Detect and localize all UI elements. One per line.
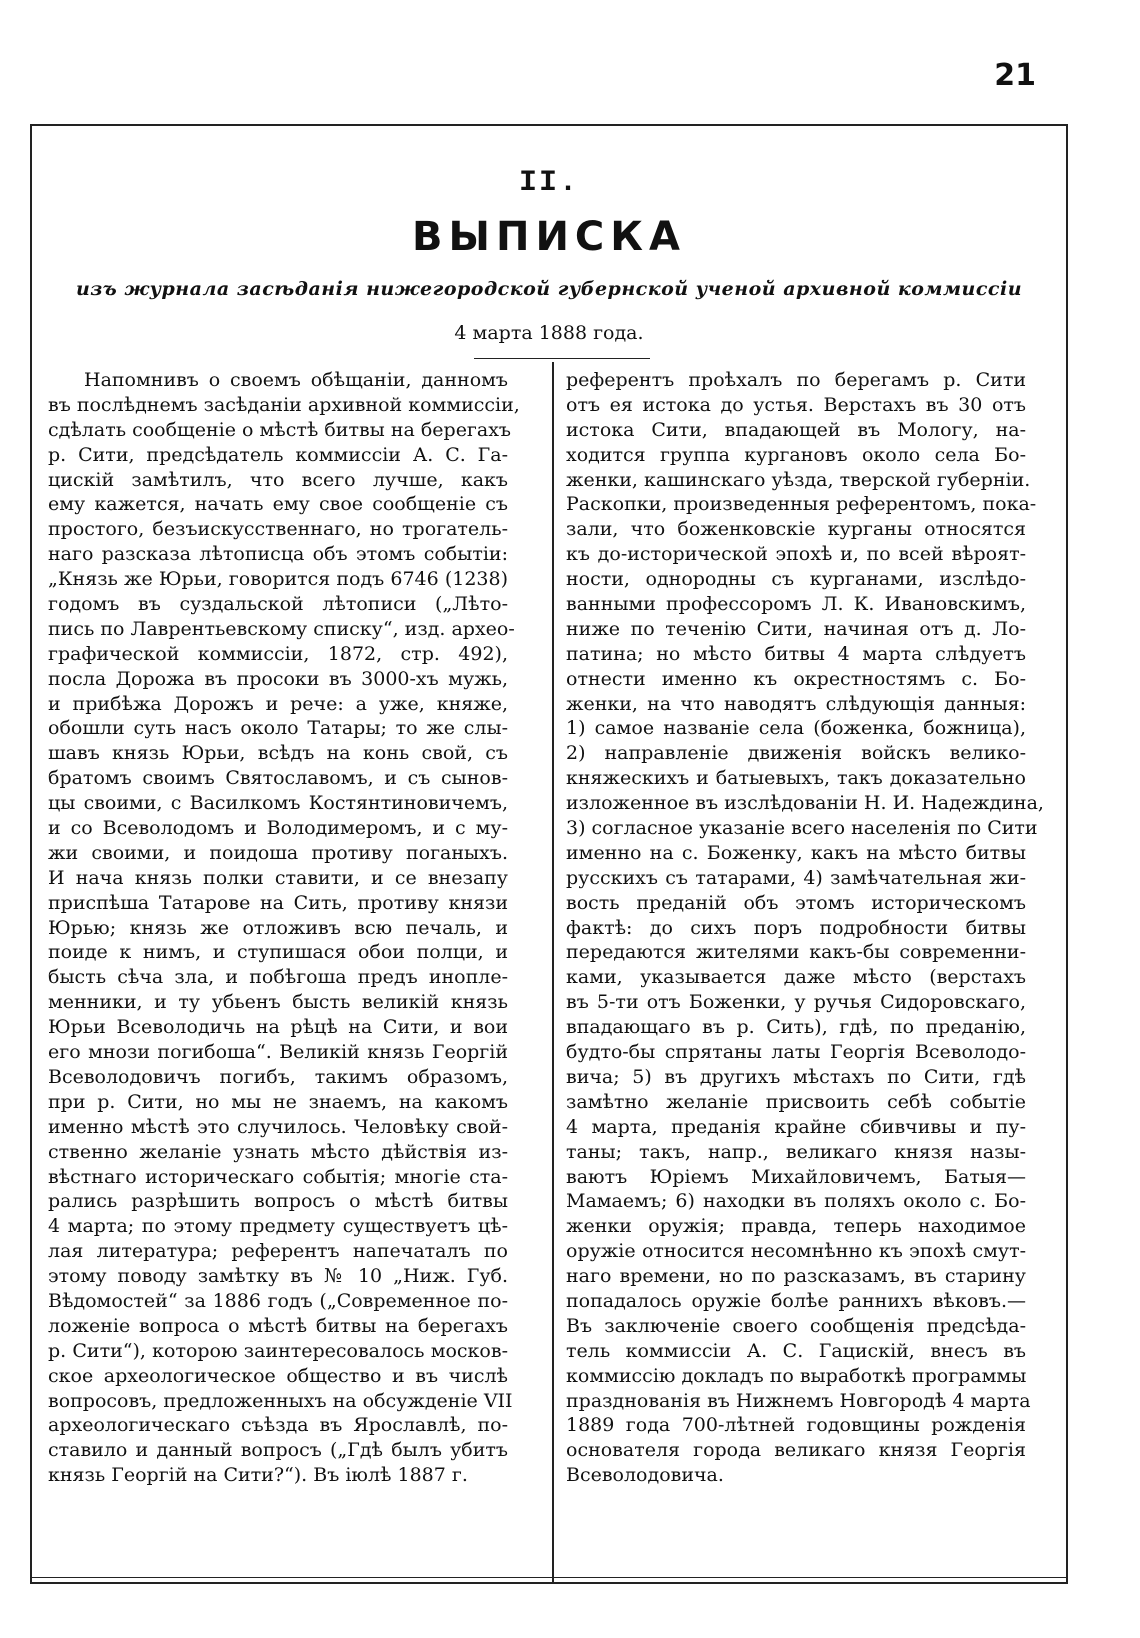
title-rule (474, 358, 650, 359)
bottom-rule (32, 1577, 1066, 1578)
text-line: князь Георгій на Сити?“). Въ іюлѣ 1887 г. (48, 1464, 468, 1487)
text-line: фактѣ: до сихъ поръ подробности битвы (566, 916, 1026, 939)
text-line: вича; 5) въ другихъ мѣстахъ по Сити, гдѣ (566, 1065, 1026, 1088)
text-line: именно на с. Боженку, какъ на мѣсто битвы (566, 841, 1026, 864)
text-line: ности, однородны съ курганами, изслѣдо- (566, 568, 1026, 591)
left-column (48, 368, 520, 1488)
text-line: обошли суть насъ около Татары; то же слы- (48, 717, 508, 740)
text-line: женки, на что наводятъ слѣдующія данныя: (566, 692, 1026, 715)
text-line: Всеволодовичъ погибъ, такимъ образомъ, (48, 1065, 508, 1088)
document-title: ВЫПИСКА (412, 214, 686, 260)
text-line: замѣтно желаніе присвоить себѣ событіе (566, 1090, 1026, 1113)
text-line: бысть сѣча зла, и побѣгоша предъ иноплe- (48, 966, 508, 989)
text-line: приспѣша Татарове на Сить, противу князи (48, 891, 508, 914)
text-line: ему кажется, начать ему свое сообщеніе съ (48, 493, 508, 516)
text-line: ками, указывается даже мѣсто (верстахъ (566, 966, 1026, 989)
text-line: Въ заключеніе своего сообщенія предсѣда- (566, 1314, 1026, 1337)
text-line: Юрьи Всеволодичь на рѣцѣ на Сити, и вои (48, 1016, 508, 1039)
text-line: попадалось оружіе болѣе раннихъ вѣковъ.— (566, 1289, 1026, 1312)
text-line: Вѣдомостей“ за 1886 годъ („Современное по- (48, 1289, 508, 1312)
text-line: ложеніе вопроса о мѣстѣ битвы на берегахъ (48, 1314, 508, 1337)
text-line: наго разсказа лѣтописца объ этомъ событіи: (48, 543, 508, 566)
text-line: 2) направленіе движенія войскъ велико- (566, 742, 1026, 765)
text-line: сдѣлать сообщеніе о мѣстѣ битвы на берегахъ (48, 418, 512, 441)
text-line: княжескихъ и батыевыхъ, такъ доказательно (566, 767, 1026, 790)
text-line: и со Всеволодомъ и Володимеромъ, и с му- (48, 817, 508, 840)
text-line: 4 марта; по этому предмету существуетъ цѣ- (48, 1215, 508, 1238)
text-line: ниже по теченію Сити, начиная отъ д. Ло- (566, 617, 1026, 640)
text-line: будто-бы спрятаны латы Георгія Всеволодо- (566, 1041, 1026, 1064)
text-line: русскихъ съ татарами, 4) замѣчательная жи- (566, 866, 1026, 889)
section-number: II. (518, 166, 579, 200)
text-line: вость преданій объ этомъ историческомъ (566, 891, 1026, 914)
text-line: Напомнивъ о своемъ обѣщаніи, данномъ (84, 369, 508, 391)
text-line: коммиссію докладъ по выработкѣ программы (566, 1364, 1027, 1387)
text-line: 1889 года 700-лѣтней годовщины рожденія (566, 1414, 1026, 1437)
text-line: его мнози погибоша“. Великій князь Георгій (48, 1041, 508, 1064)
text-line: графической коммиссіи, 1872, стр. 492), (48, 642, 508, 665)
page-number: 21 (994, 58, 1036, 93)
text-line: рались разрѣшить вопросъ о мѣстѣ битвы (48, 1190, 508, 1213)
text-line: цы своими, с Василкомъ Костянтиновичемъ, (48, 792, 508, 815)
text-line: этому поводу замѣтку въ № 10 „Ниж. Губ. (48, 1265, 508, 1288)
text-line: простого, безъискусственнаго, но трогатель- (48, 518, 508, 541)
document-date: 4 марта 1888 года. (454, 322, 644, 344)
text-line: ходится группа кургановъ около села Бо- (566, 443, 1026, 466)
text-line: ваютъ Юріемъ Михайловичемъ, Батыя— (566, 1165, 1026, 1188)
text-line: 4 марта, преданія крайне сбивчивы и пу- (566, 1115, 1026, 1138)
text-line: менники, и ту убьенъ бысть великій князь (48, 991, 508, 1014)
text-line: вѣстнаго историческаго событія; многіе ста- (48, 1165, 508, 1188)
text-line: женки, кашинскаго уѣзда, тверской губерніи. (566, 468, 1031, 491)
text-line: въ 5-ти отъ Боженки, у ручья Сидоровскаго, (566, 991, 1026, 1014)
text-line: шавъ князь Юрьи, всѣдъ на конь свой, съ (48, 742, 508, 765)
text-line: пись по Лаврентьевскому списку“, изд. археo- (48, 617, 515, 640)
text-line: патина; но мѣсто битвы 4 марта слѣдуетъ (566, 642, 1026, 665)
text-line: наго времени, но по разсказамъ, въ старину (566, 1265, 1026, 1288)
text-line: и прибѣжа Дорожъ и рече: а уже, княже, (48, 692, 508, 715)
text-line: годомъ въ суздальской лѣтописи („Лѣто- (48, 593, 508, 616)
text-line: отнести именно къ окрестностямъ с. Бо- (566, 667, 1026, 690)
text-line: Юрью; князь же отложивъ всю печаль, и (48, 916, 508, 939)
text-line: зали, что боженковскіе курганы относятся (566, 518, 1026, 541)
text-line: впадающаго въ р. Сить), гдѣ, по преданію, (566, 1016, 1026, 1039)
text-line: посла Дорожа въ просоки въ 3000-хъ мужь, (48, 667, 508, 690)
text-line: лая литература; референтъ напечаталъ по (48, 1240, 508, 1263)
text-line: тель коммиссіи А. С. Гацискій, внесъ въ (566, 1339, 1026, 1362)
text-line: Мамаемъ; 6) находки въ поляхъ около с. Бо- (566, 1190, 1026, 1213)
text-line: отъ ея истока до устья. Верстахъ въ 30 отъ (566, 393, 1026, 416)
text-line: референтъ проѣхалъ по берегамъ р. Сити (566, 369, 1026, 391)
text-line: передаются жителями какъ-бы современни- (566, 941, 1026, 964)
text-line: поиде к нимъ, и ступишася обои полци, и (48, 941, 508, 964)
text-line: р. Сити, предсѣдатель коммиссіи А. С. Га- (48, 443, 508, 466)
text-line: р. Сити“), которою заинтересовалось москов- (48, 1339, 508, 1362)
text-line: 3) согласное указаніе всего населенія по Сити (566, 817, 1038, 840)
document-subtitle: изъ журнала засѣданія нижегородской губернской ученой архивной коммиссіи (75, 278, 1023, 300)
right-column (566, 368, 1044, 1488)
document-frame (30, 124, 1068, 1584)
text-line: именно мѣстѣ это случилось. Человѣку свой- (48, 1115, 508, 1138)
text-line: жи своими, и поидоша противу поганыхъ. (48, 841, 508, 864)
text-line: вопросовъ, предложенныхъ на обсужденіе VII (48, 1389, 513, 1412)
text-line: оружіе относится несомнѣнно къ эпохѣ смут- (566, 1240, 1026, 1263)
text-line: ставило и данный вопросъ („Гдѣ былъ убитъ (48, 1439, 508, 1462)
text-line: братомъ своимъ Святославомъ, и съ сынов- (48, 767, 508, 790)
text-line: празднованія въ Нижнемъ Новгородѣ 4 марта (566, 1389, 1031, 1412)
text-line: при р. Сити, но мы не знаемъ, на какомъ (48, 1090, 508, 1113)
text-line: 1) самое названіе села (боженка, божница), (566, 717, 1026, 740)
column-divider (552, 362, 554, 1584)
text-line: ское археологическое общество и въ числѣ (48, 1364, 508, 1387)
text-line: И нача князь полки ставити, и се внезапу (48, 866, 508, 889)
text-line: женки оружія; правда, теперь находимое (566, 1215, 1026, 1238)
text-line: цискій замѣтилъ, что всего лучше, какъ (48, 468, 508, 491)
text-line: въ послѣднемъ засѣданіи архивной коммиссіи, (48, 393, 520, 416)
text-line: Всеволодовича. (566, 1464, 724, 1487)
text-line: истока Сити, впадающей въ Мологу, на- (566, 418, 1026, 441)
text-line: ванными профессоромъ Л. К. Ивановскимъ, (566, 593, 1026, 616)
text-line: изложенное въ изслѣдованіи Н. И. Надеждина, (566, 792, 1044, 815)
text-line: основателя города великаго князя Георгія (566, 1439, 1026, 1462)
text-line: ственно желаніе узнать мѣсто дѣйствія из- (48, 1140, 508, 1163)
text-line: археологическаго съѣзда въ Ярославлѣ, по- (48, 1414, 508, 1437)
text-line: къ до-исторической эпохѣ и, по всей вѣроят- (566, 543, 1026, 566)
text-line: таны; такъ, напр., великаго князя назы- (566, 1140, 1026, 1163)
text-line: Раскопки, произведенныя референтомъ, пока- (566, 493, 1037, 516)
text-line: „Князь же Юрьи, говорится подъ 6746 (1238) (48, 568, 508, 591)
